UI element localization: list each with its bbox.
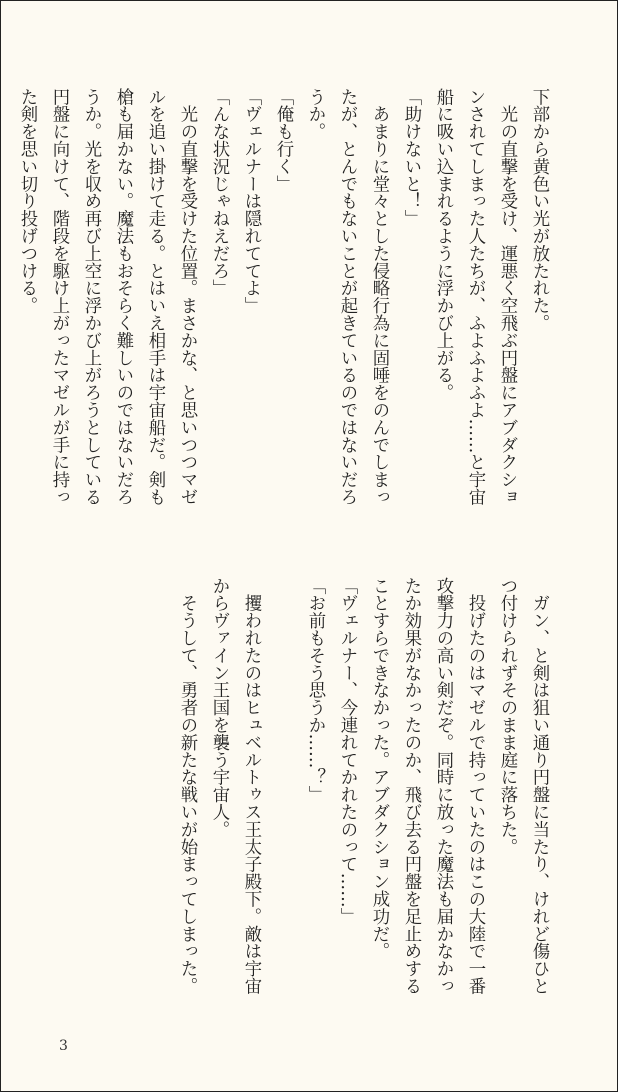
text-line: た剣を思い切り投げつける。: [17, 88, 37, 315]
text-line: 光の直撃を受けた位置。まさかな、と思いつつマゼ: [177, 88, 197, 506]
text-block-bottom: [45, 577, 555, 1007]
text-line: ことすらできなかった。アブダクション成功だ。: [369, 577, 389, 960]
text-line: 下部から黄色い光が放たれた。: [529, 88, 549, 332]
text-line: 投げたのはマゼルで持っていたのはこの大陸で一番: [465, 577, 485, 995]
text-line: からヴァイン王国を襲う宇宙人。: [209, 577, 229, 838]
text-line: 「俺も行く」: [273, 88, 293, 193]
text-line: 攫われたのはヒュベルトゥス王太子殿下。敵は宇宙: [241, 577, 261, 995]
text-line: そうして、勇者の新たな戦いが始まってしまった。: [177, 577, 197, 995]
blank-line: [267, 577, 299, 1007]
text-line: 「ヴェルナーは隠れててよ」: [241, 88, 261, 315]
text-line: 「助けないと！」: [401, 88, 421, 228]
text-line: 円盤に向けて、階段を駆け上がったマゼルが手に持っ: [49, 88, 69, 506]
text-line: ルを追い掛けて走る。とはいえ相手は宇宙船だ。剣も: [145, 88, 165, 506]
page-number: 3: [59, 1038, 68, 1054]
text-line: たが、とんでもないことが起きているのではないだろ: [337, 88, 357, 506]
text-line: たか効果がなかったのか、飛び去る円盤を足止めする: [401, 577, 421, 995]
text-line: ンされてしまった人たちが、ふよふよふよ……と宇宙: [465, 88, 485, 506]
text-line: 光の直撃を受け、運悪く空飛ぶ円盤にアブダクショ: [497, 88, 517, 506]
text-line: 船に吸い込まれるように浮かび上がる。: [433, 88, 453, 402]
text-line: うか。: [305, 88, 325, 141]
text-line: ガン、と剣は狙い通り円盤に当たり、けれど傷ひと: [529, 577, 549, 995]
text-line: 「ヴェルナー、今連れてかれたのって……」: [337, 577, 357, 925]
text-line: うか。光を収め再び上空に浮かび上がろうとしている: [81, 88, 101, 506]
text-line: あまりに堂々とした侵略行為に固唾をのんでしまっ: [369, 88, 389, 506]
text-line: 「んな状況じゃねえだろ」: [209, 88, 229, 297]
text-line: 攻撃力の高い剣だぞ。同時に放った魔法も届かなかっ: [433, 577, 453, 995]
text-block-top: [17, 88, 555, 518]
text-line: 槍も届かない。魔法もおそらく難しいのではないだろ: [113, 88, 133, 506]
text-line: 「お前もそう思うか……？」: [305, 577, 325, 804]
text-line: つ付けられずそのまま庭に落ちた。: [497, 577, 517, 856]
